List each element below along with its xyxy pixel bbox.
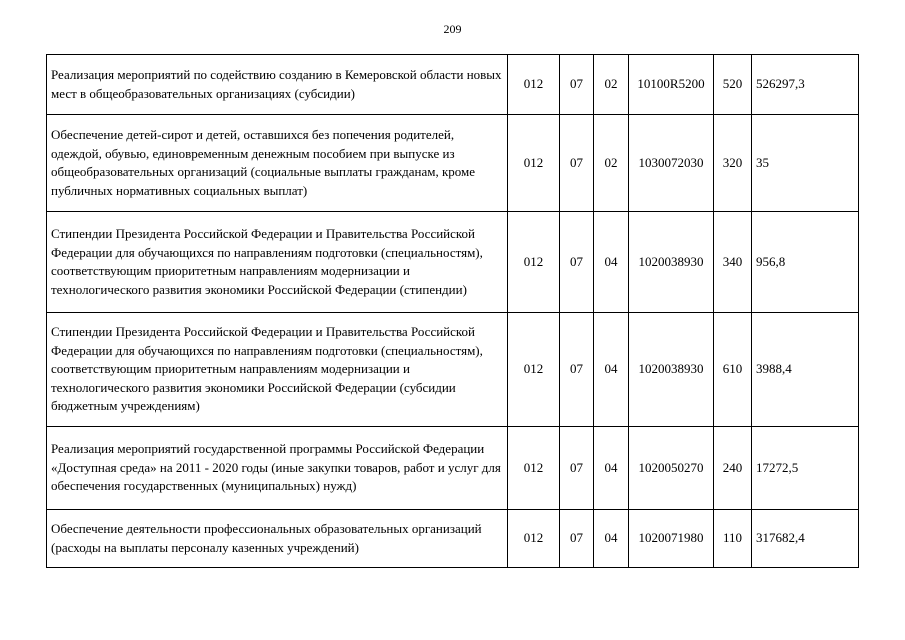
- section-code: 07: [560, 115, 594, 212]
- subsection-code: 04: [594, 427, 629, 510]
- subsection-code: 04: [594, 313, 629, 427]
- ministry-code: 012: [508, 55, 560, 115]
- subsection-code: 04: [594, 212, 629, 313]
- table-row: [47, 510, 859, 568]
- ministry-code: 012: [508, 313, 560, 427]
- target-article-code: 1030072030: [629, 115, 714, 212]
- table-row: [47, 313, 859, 427]
- target-article-code: 1020050270: [629, 427, 714, 510]
- table-row: [47, 115, 859, 212]
- table-row: [47, 212, 859, 313]
- section-code: 07: [560, 212, 594, 313]
- amount-value: 956,8: [752, 212, 859, 313]
- row-description: Обеспечение детей-сирот и детей, оставшихся без попечения родителей, одеждой, обувью, единовременным денежным пособием при выпуске из общеобразовательных организаций (социальные выплаты гражданам, кроме публичных нормативных социальных выплат): [47, 115, 508, 212]
- subsection-code: 02: [594, 115, 629, 212]
- amount-value: 35: [752, 115, 859, 212]
- section-code: 07: [560, 55, 594, 115]
- ministry-code: 012: [508, 510, 560, 568]
- budget-table: [46, 54, 859, 568]
- ministry-code: 012: [508, 427, 560, 510]
- row-description: Стипендии Президента Российской Федерации и Правительства Российской Федерации для обучающихся по направлениям подготовки (специальностям), соответствующим приоритетным направлениям модернизации и технологического развития экономики Российской Федерации (стипендии): [47, 212, 508, 313]
- subsection-code: 02: [594, 55, 629, 115]
- expense-type-code: 520: [714, 55, 752, 115]
- section-code: 07: [560, 510, 594, 568]
- amount-value: 526297,3: [752, 55, 859, 115]
- row-description: Реализация мероприятий государственной программы Российской Федерации «Доступная среда» на 2011 - 2020 годы (иные закупки товаров, работ и услуг для обеспечения государственных (муниципальных) нужд): [47, 427, 508, 510]
- row-description: Обеспечение деятельности профессиональных образовательных организаций (расходы на выплаты персоналу казенных учреждений): [47, 510, 508, 568]
- expense-type-code: 240: [714, 427, 752, 510]
- expense-type-code: 110: [714, 510, 752, 568]
- table-row: [47, 55, 859, 115]
- target-article-code: 1020071980: [629, 510, 714, 568]
- ministry-code: 012: [508, 212, 560, 313]
- expense-type-code: 320: [714, 115, 752, 212]
- table-row: [47, 427, 859, 510]
- expense-type-code: 610: [714, 313, 752, 427]
- section-code: 07: [560, 313, 594, 427]
- subsection-code: 04: [594, 510, 629, 568]
- ministry-code: 012: [508, 115, 560, 212]
- target-article-code: 1020038930: [629, 313, 714, 427]
- target-article-code: 10100R5200: [629, 55, 714, 115]
- page-number: 209: [443, 22, 462, 36]
- target-article-code: 1020038930: [629, 212, 714, 313]
- row-description: Реализация мероприятий по содействию созданию в Кемеровской области новых мест в общеобразовательных организациях (субсидии): [47, 55, 508, 115]
- amount-value: 317682,4: [752, 510, 859, 568]
- row-description: Стипендии Президента Российской Федерации и Правительства Российской Федерации для обучающихся по направлениям подготовки (специальностям), соответствующим приоритетным направлениям модернизации и технологического развития экономики Российской Федерации (субсидии бюджетным учреждениям): [47, 313, 508, 427]
- amount-value: 17272,5: [752, 427, 859, 510]
- section-code: 07: [560, 427, 594, 510]
- amount-value: 3988,4: [752, 313, 859, 427]
- expense-type-code: 340: [714, 212, 752, 313]
